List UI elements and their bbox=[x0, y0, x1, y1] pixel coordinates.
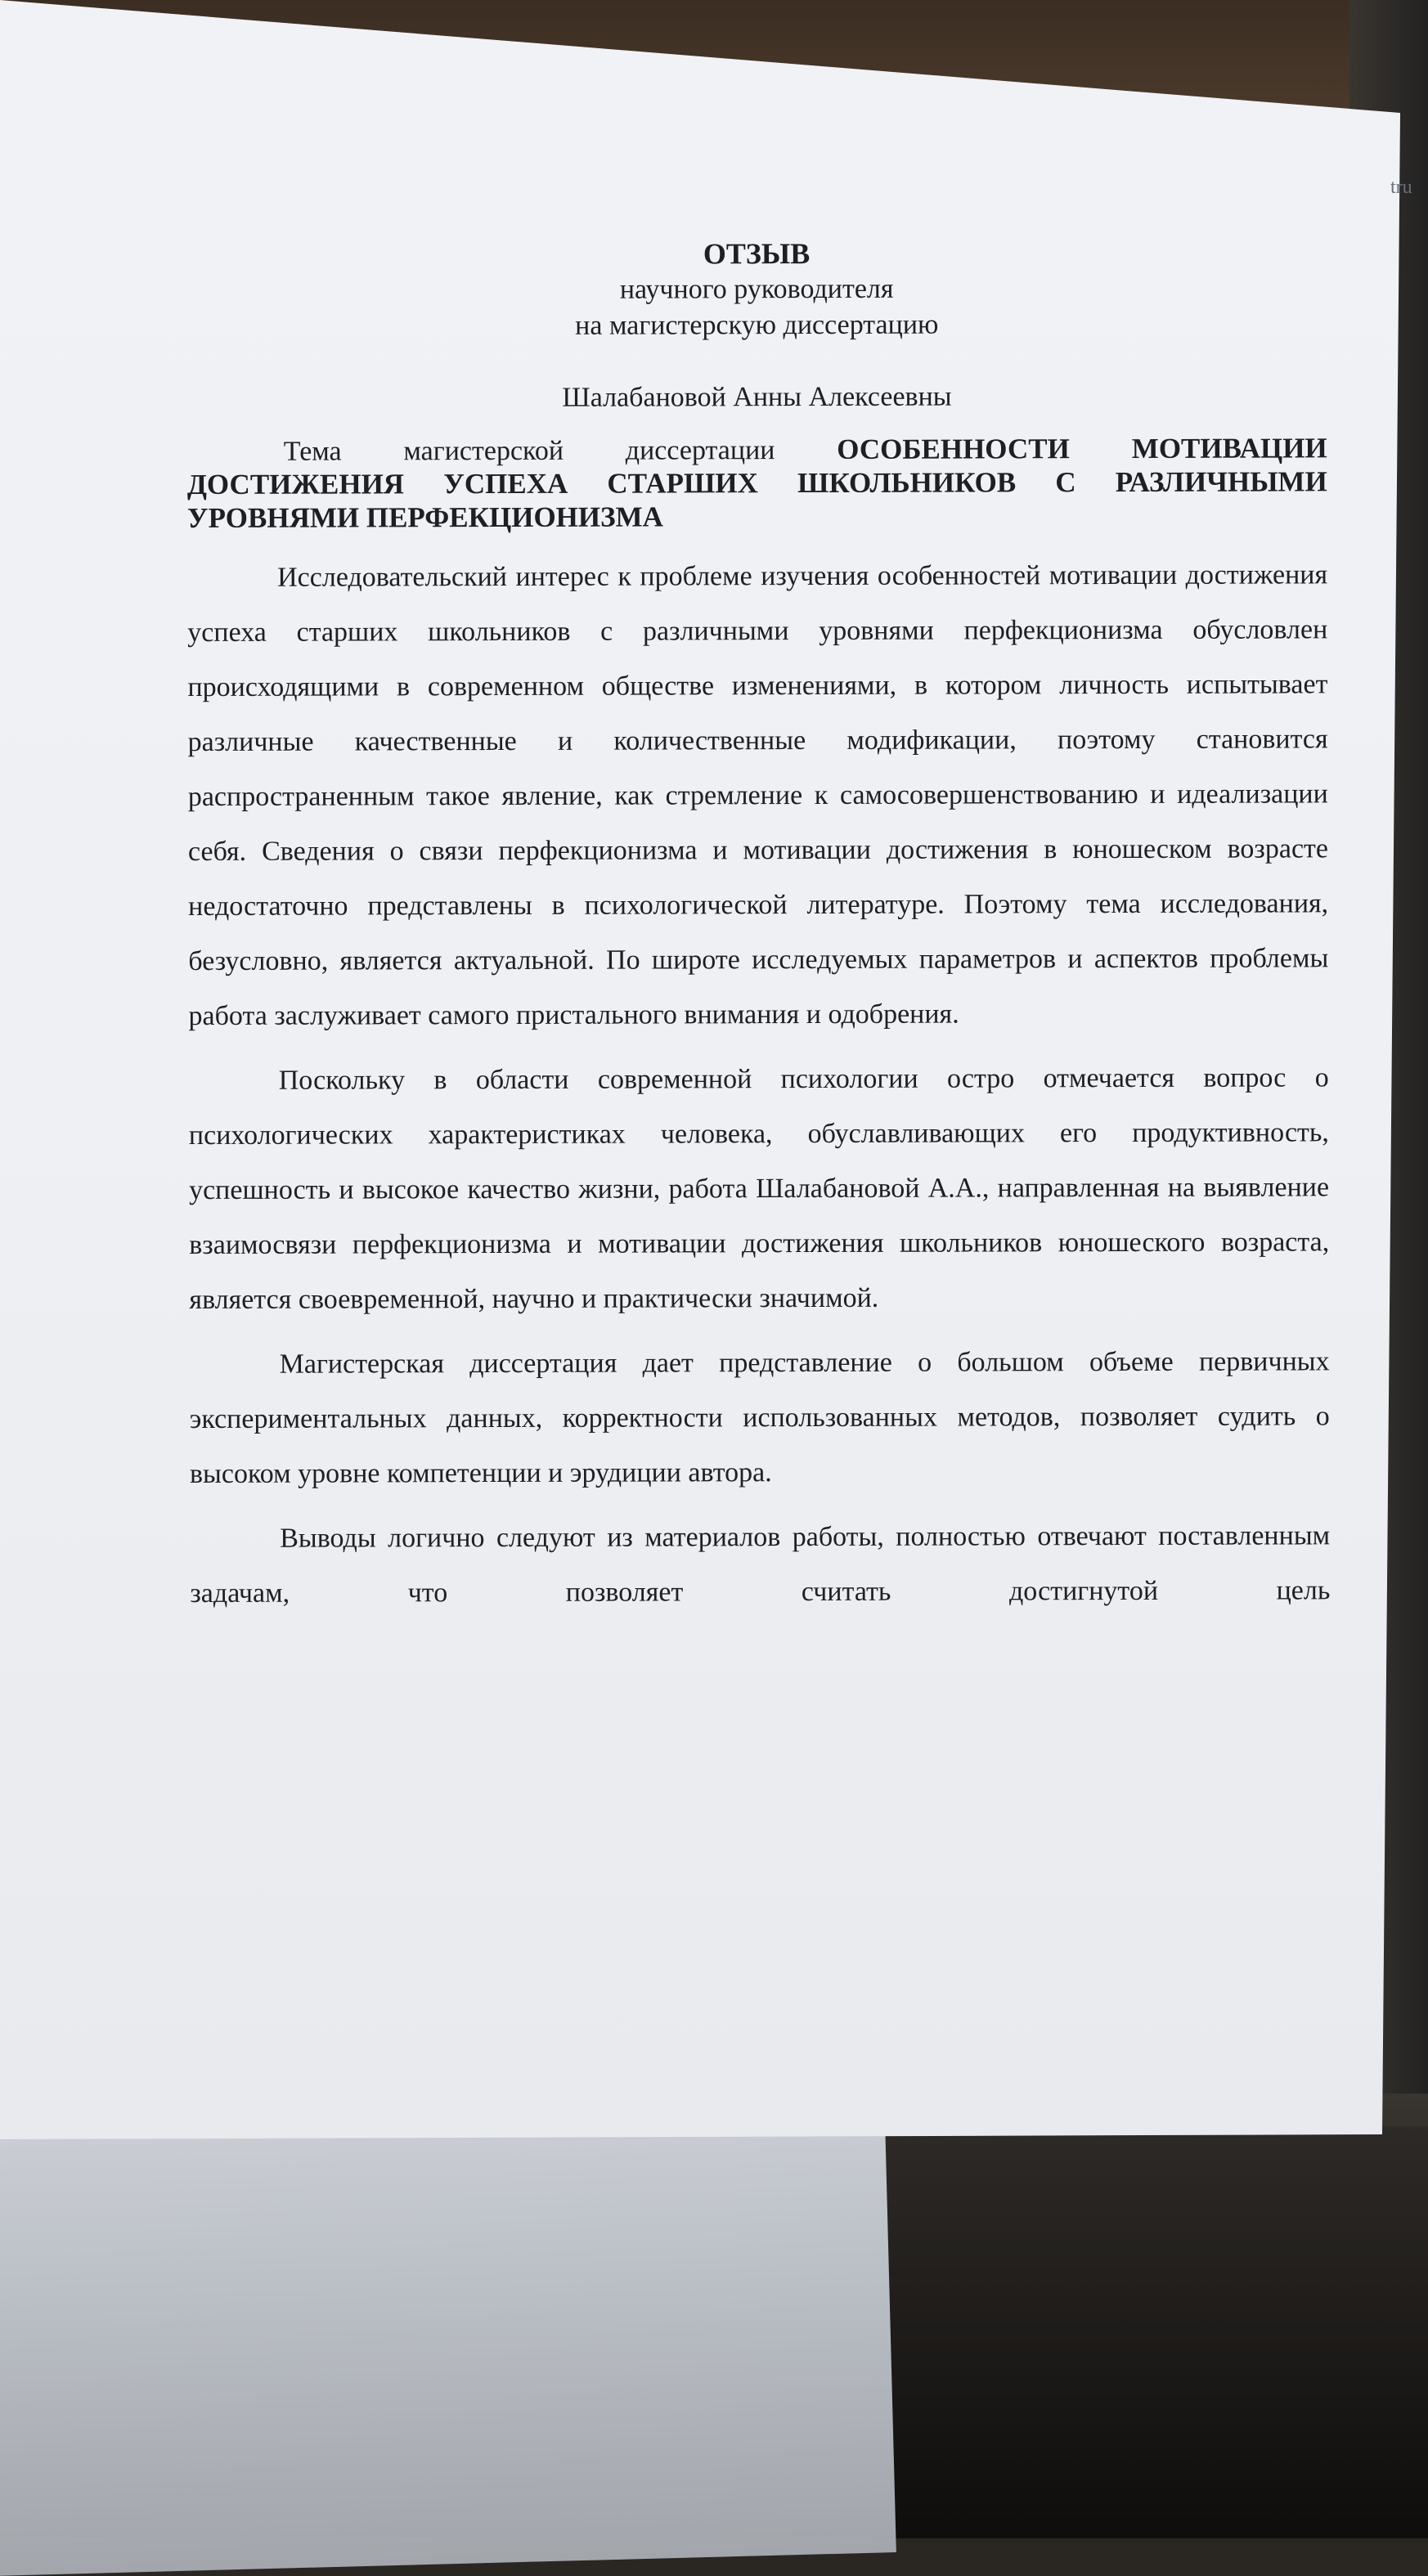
author-name: Шалабановой Анны Алексеевны bbox=[562, 381, 952, 413]
subtitle-line-1: научного руководителя bbox=[619, 273, 894, 305]
theme-label: Тема магистерской диссертации bbox=[283, 435, 775, 467]
corner-fragment-text: tru bbox=[1390, 177, 1412, 198]
paragraph-conclusions: Выводы логично следуют из материалов работы, полностью отвечают поставленным задачам, что позволяет считать достигнутой цель bbox=[190, 1520, 1331, 1609]
paragraph-significance: Поскольку в области современной психологии остро отмечается вопрос о психологических характеристиках человека, обуславливающих его продуктивность, успешность и высокое качество жизни, работа Шалабановой А.А., направленная на выявление взаимосвязи перфекционизма и мотивации достижения школьников юношеского возраста, является своевременной, научно и практически значимой. bbox=[188, 1062, 1330, 1315]
paragraph-data: Магистерская диссертация дает представление о большом объеме первичных экспериментальных данных, корректности использованных методов, позволяет судить о высоком уровне компетенции и эрудиции автора. bbox=[189, 1346, 1330, 1489]
document-body bbox=[186, 234, 1330, 1621]
document-title: ОТЗЫВ bbox=[703, 237, 811, 271]
theme-title: ОСОБЕННОСТИ МОТИВАЦИИ ДОСТИЖЕНИЯ УСПЕХА СТАРШИХ ШКОЛЬНИКОВ С РАЗЛИЧНЫМИ УРОВНЯМИ ПЕРФЕКЦИОНИЗМА bbox=[186, 432, 1327, 534]
subtitle-line-2: на магистерскую диссертацию bbox=[575, 309, 939, 341]
theme-line bbox=[187, 432, 1327, 536]
paragraph-relevance: Исследовательский интерес к проблеме изучения особенностей мотивации достижения успеха старших школьников с различными уровнями перфекционизма обусловлен происходящими в современном обществе изменениями, в котором личность испытывает различные качественные и количественные модификации, поэтому становится распространенным такое явление, как стремление к самосовершенствованию и идеализации себя. Сведения о связи перфекционизма и мотивации достижения в юношеском возрасте недостаточно представлены в психологической литературе. Поэтому тема исследования, безусловно, является актуальной. По широте исследуемых параметров и аспектов проблемы работа заслуживает самого пристального внимания и одобрения. bbox=[187, 559, 1329, 1031]
